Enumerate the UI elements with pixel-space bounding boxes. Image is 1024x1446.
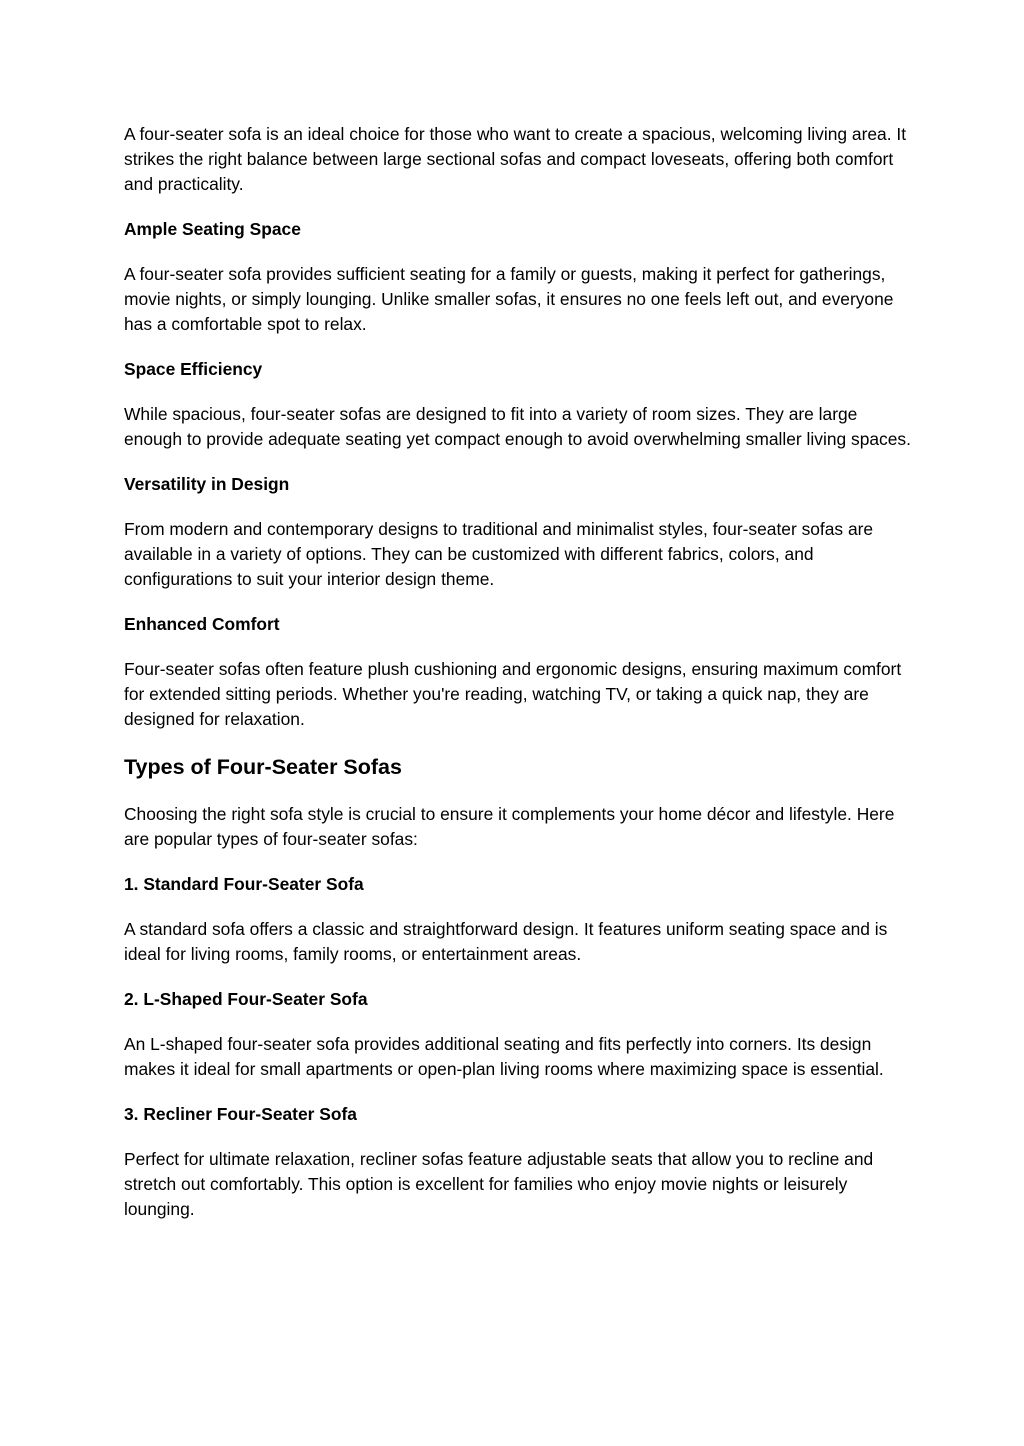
paragraph-space-efficiency: While spacious, four-seater sofas are designed to fit into a variety of room sizes. They are large enough to provide adequate seating yet compact enough to avoid overwhelming smaller living spaces.: [124, 404, 911, 449]
paragraph-types-intro: Choosing the right sofa style is crucial to ensure it complements your home décor and lifestyle. Here are popular types of four-seater sofas:: [124, 804, 895, 849]
paragraph-ample-seating: A four-seater sofa provides sufficient seating for a family or guests, making it perfect for gatherings, movie nights, or simply lounging. Unlike smaller sofas, it ensures no one feels left out, and everyone has a comfortable spot to relax.: [124, 264, 894, 334]
paragraph-l-shaped-sofa: An L-shaped four-seater sofa provides additional seating and fits perfectly into corners. Its design makes it ideal for small apartments or open-plan living rooms where maximizing space is essential.: [124, 1034, 884, 1079]
heading-recliner-sofa: 3. Recliner Four-Seater Sofa: [124, 1104, 357, 1124]
paragraph-standard-sofa: A standard sofa offers a classic and straightforward design. It features uniform seating space and is ideal for living rooms, family rooms, or entertainment areas.: [124, 919, 888, 964]
section-title-types: Types of Four-Seater Sofas: [124, 755, 402, 779]
paragraph-enhanced-comfort: Four-seater sofas often feature plush cushioning and ergonomic designs, ensuring maximum comfort for extended sitting periods. Whether you're reading, watching TV, or taking a quick nap, they are designed for relaxation.: [124, 659, 902, 729]
paragraph-recliner-sofa: Perfect for ultimate relaxation, recliner sofas feature adjustable seats that allow you to recline and stretch out comfortably. This option is excellent for families who enjoy movie nights or leisurely lounging.: [124, 1149, 874, 1219]
heading-space-efficiency: Space Efficiency: [124, 359, 263, 379]
heading-ample-seating: Ample Seating Space: [124, 219, 301, 239]
heading-standard-sofa: 1. Standard Four-Seater Sofa: [124, 874, 364, 894]
intro-paragraph: A four-seater sofa is an ideal choice for those who want to create a spacious, welcoming living area. It strikes the right balance between large sectional sofas and compact loveseats, offering both comfort and practicality.: [124, 124, 907, 194]
paragraph-versatility: From modern and contemporary designs to traditional and minimalist styles, four-seater sofas are available in a variety of options. They can be customized with different fabrics, colors, and configurations to suit your interior design theme.: [124, 519, 874, 589]
heading-l-shaped-sofa: 2. L-Shaped Four-Seater Sofa: [124, 989, 368, 1009]
document-page: [124, 122, 914, 1242]
heading-enhanced-comfort: Enhanced Comfort: [124, 614, 280, 634]
heading-versatility: Versatility in Design: [124, 474, 290, 494]
